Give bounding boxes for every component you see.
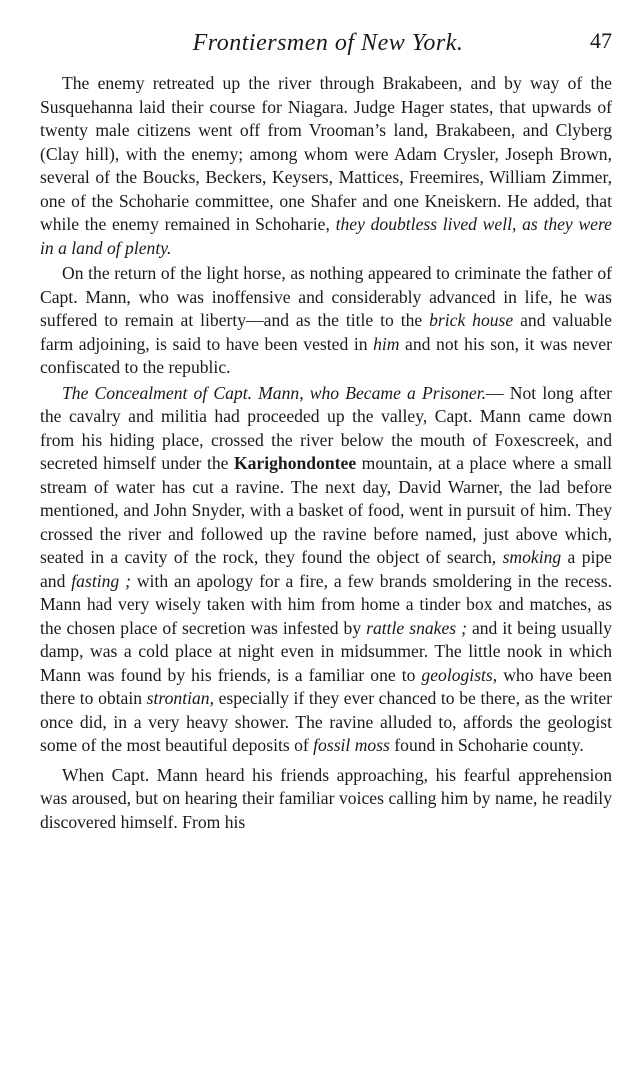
paragraph-enemy-retreat [40, 72, 612, 260]
italic-run: they doubtless lived well, as they were in a land of plenty. [40, 214, 612, 258]
italic-run: brick house [429, 310, 514, 330]
text-run: mountain, at a place where a small stream of water has cut a ravine. The next day, David Warner, the lad before mentioned, and John Snyder, with a basket of food, went in pursuit of him. They crossed the river and followed up the ravine before named, just above which, seated in a cavity of the rock, they found the object of search, [40, 453, 613, 567]
section-run-in-heading: The Concealment of Capt. Mann, who Became a Prisoner. [62, 382, 487, 403]
italic-run: fossil moss [313, 735, 390, 755]
italic-run: fasting ; [71, 570, 131, 591]
text-run: and it being usually damp, was a cold place at night even in midsummer. The little nook in which Mann was found by his friends, is a familiar one to [40, 617, 612, 685]
text-run: When Capt. Mann heard his friends approaching, his fearful apprehension was aroused, but on hearing their familiar voices calling him by name, he readily discovered himself. From his [40, 764, 612, 832]
text-run: with an apology for a fire, a few brands smoldering in the recess. Mann had very wisely taken with him from home a tinder box and matches, as the chosen place of secretion was infested by [40, 570, 612, 638]
text-run: especially if they ever chanced to be there, as the writer once did, in a very heavy shower. The ravine alluded to, affords the geologist some of the most beautiful deposits of [40, 688, 612, 755]
italic-run: smoking [502, 547, 562, 567]
running-title: Frontiersmen of New York. [192, 30, 464, 56]
paragraph-light-horse [40, 262, 612, 380]
text-run: On the return of the light horse, as nothing appeared to criminate the father of Capt. Mann, who was inoffensive and considerably advanced in life, he was suffered to remain at liberty—and as the title to the [40, 263, 612, 330]
text-run: found in Schoharie county. [389, 735, 584, 755]
italic-run: him [373, 333, 400, 354]
italic-run: geologists, [421, 664, 498, 685]
italic-run: strontian, [146, 688, 214, 708]
text-run: — Not long after the cavalry and militia had proceeded up the valley, Capt. Mann came down from his hiding place, crossed the river below the mouth of Foxescreek, and secreted himself under the [40, 382, 613, 473]
text-run: who have been there to obtain [40, 664, 612, 708]
text-run: and valuable farm adjoining, is said to have been vested in [40, 310, 612, 354]
text-run: The enemy retreated up the river through Brakabeen, and by way of the Susquehanna laid their course for Niagara. Judge Hager states, that upwards of twenty male citizens went off from Vrooman’s land, Brakabeen, and Clyberg (Clay hill), with the enemy; among whom were Adam Crysler, Joseph Brown, several of the Boucks, Beckers, Keysers, Mattices, Freemires, William Zimmer, one of the Schoharie committee, one Shafer and one Kneiskern. He added, that while the enemy remained in Schoharie, [40, 73, 612, 234]
bold-run: Karighondontee [233, 453, 357, 473]
page-number: 47 [590, 28, 612, 53]
body-text [40, 72, 612, 836]
text-run: a pipe and [40, 547, 612, 591]
text-run: and not his son, it was never confiscated to the republic. [40, 333, 612, 377]
paragraph-concealment [40, 382, 612, 758]
page-header [40, 22, 616, 62]
italic-run: rattle snakes ; [366, 617, 467, 638]
paragraph-friends-approaching [40, 764, 612, 835]
